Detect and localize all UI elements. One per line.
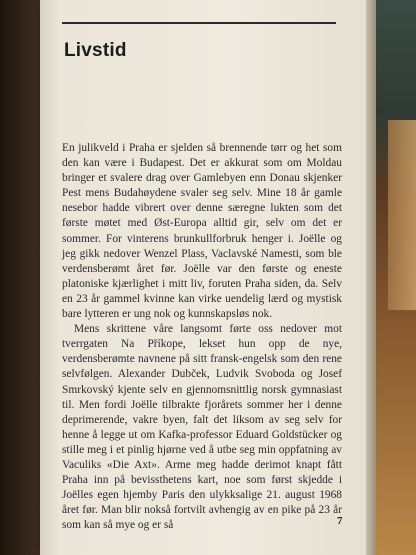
top-rule bbox=[62, 22, 336, 24]
paragraph-2: Mens skrittene våre langsomt førte oss nedover mot tverrgaten Na Příkope, lekset hun opp de nye, verdensberømte navnene på sitt fransk-engelsk som den rene selvfølgen. Alexander Dubček, Ludvik Svoboda og Josef Smrkovský kjente selv en gjennomsnittlig norsk gymnasiast til. Men fordi Joëlle tilbrakte fjorårets sommer her i denne deprimerende, vakre byen, falt det liksom av seg selv for henne å legge ut om Kafka-professor Eduard Goldstücker og stille meg i et pinlig hjørne ved å utbe seg min oppfatning av Vaculiks «Die Axt». Arme meg hadde derimot knapt fått Praha inn på bevissthetens kart, noe som først skjedde i Joëlles egen hjemby Paris den ulykksalige 21. august 1968 året før. Man blir nokså fortvilt avhengig av en pike på 23 år som kan så mye og er så bbox=[62, 323, 342, 532]
body-text bbox=[62, 141, 342, 533]
chapter-title: Livstid bbox=[64, 40, 127, 61]
page-number: 7 bbox=[337, 515, 343, 527]
page-edge bbox=[366, 0, 376, 555]
paragraph-1: En julikveld i Praha er sjelden så brennende tørr og het som den kan være i Budapest. Det er akkurat som om Moldau bringer et svalere drag over Gamlebyen enn Donau skjenker Pest mens Budahøydene svaler seg selv. Mine 18 år gamle nesebor hadde vibrert over denne særegne lukten som det første møtet med Øst-Europa alltid gir, selv om det er sommer. For vinterens brunkullforbruk henger i. Joëlle og jeg gikk nedover Wenzel Plass, Vaclavské Namesti, som ble verdensberømt året før. Joëlle var den første og eneste platoniske kjærlighet i mitt liv, foruten Praha siden, da. Selv en 23 år gammel kvinne kan virke uendelig lærd og mystisk bare lytteren er ung nok og kunnskapsløs nok. bbox=[62, 142, 342, 321]
background-shelf bbox=[388, 120, 416, 310]
